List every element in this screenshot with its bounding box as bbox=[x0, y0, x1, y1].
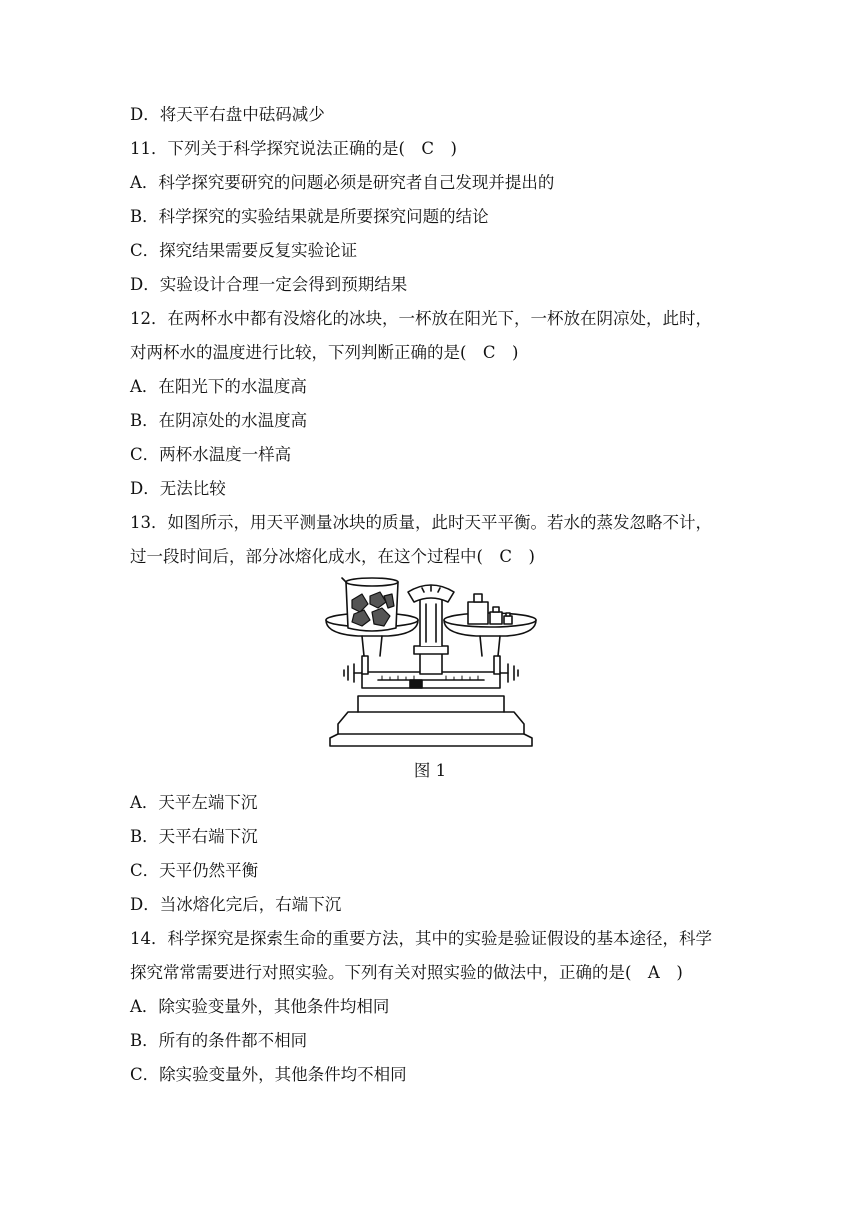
option-a: A．在阳光下的水温度高 bbox=[130, 377, 307, 396]
option-d: D．无法比较 bbox=[130, 479, 226, 498]
option-d: D．当冰熔化完后，右端下沉 bbox=[130, 895, 342, 914]
option-a: A．天平左端下沉 bbox=[130, 793, 258, 812]
option-b: B．天平右端下沉 bbox=[130, 827, 258, 846]
option-b: B．所有的条件都不相同 bbox=[130, 1031, 308, 1050]
balance-scale-figure bbox=[318, 574, 544, 750]
option-a: A．除实验变量外，其他条件均相同 bbox=[130, 997, 390, 1016]
question-13: 13．如图所示，用天平测量冰块的质量，此时天平平衡。若水的蒸发忽略不计， bbox=[130, 513, 712, 532]
text-line: 探究常常需要进行对照实验。下列有关对照实验的做法中，正确的是( A ) bbox=[130, 963, 683, 982]
text-line: D．将天平右盘中砝码减少 bbox=[130, 105, 325, 124]
option-b: B．在阴凉处的水温度高 bbox=[130, 411, 308, 430]
figure-caption: 图 1 bbox=[413, 761, 447, 780]
option-c: C．两杯水温度一样高 bbox=[130, 445, 292, 464]
text-line: 过一段时间后，部分冰熔化成水，在这个过程中( C ) bbox=[130, 547, 535, 566]
option-b: B．科学探究的实验结果就是所要探究问题的结论 bbox=[130, 207, 489, 226]
text-line: 对两杯水的温度进行比较，下列判断正确的是( C ) bbox=[130, 343, 519, 362]
question-12: 12．在两杯水中都有没熔化的冰块，一杯放在阳光下，一杯放在阴凉处，此时， bbox=[130, 309, 712, 328]
option-c: C．探究结果需要反复实验论证 bbox=[130, 241, 358, 260]
question-14: 14．科学探究是探索生命的重要方法，其中的实验是验证假设的基本途径，科学 bbox=[130, 929, 712, 948]
question-11: 11．下列关于科学探究说法正确的是( C ) bbox=[130, 139, 457, 158]
option-c: C．天平仍然平衡 bbox=[130, 861, 259, 880]
option-d: D．实验设计合理一定会得到预期结果 bbox=[130, 275, 408, 294]
option-c: C．除实验变量外，其他条件均不相同 bbox=[130, 1065, 407, 1084]
option-a: A．科学探究要研究的问题必须是研究者自己发现并提出的 bbox=[130, 173, 555, 192]
